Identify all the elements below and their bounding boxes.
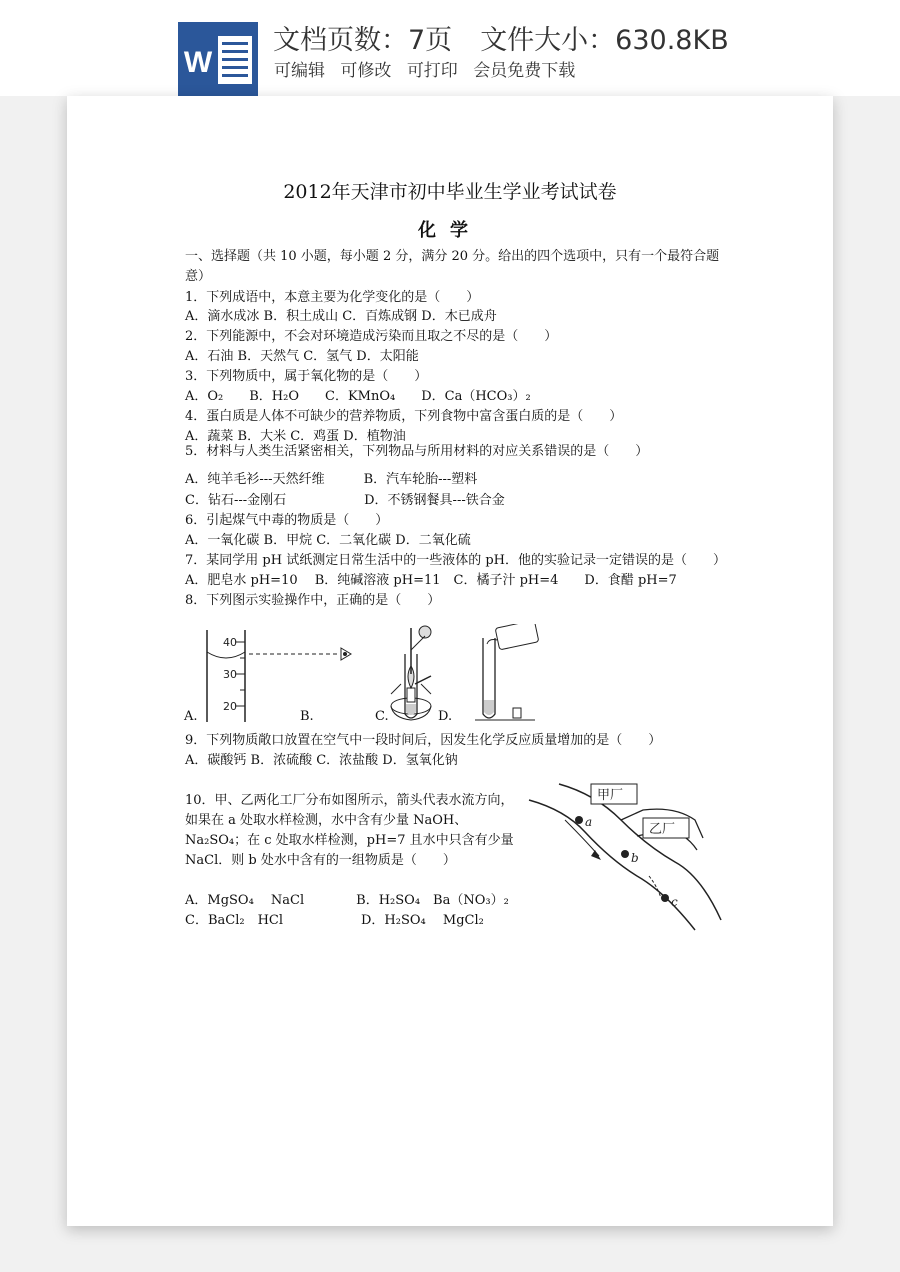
question-7-options: A．肥皂水 pH=10 B．纯碱溶液 pH=11 C．橘子汁 pH=4 D．食醋 pH=7 <box>185 573 677 588</box>
word-icon-letter: W <box>183 46 213 79</box>
question-6: 6．引起煤气中毒的物质是（ ） <box>185 513 389 528</box>
q8-option-c: C. <box>375 709 389 724</box>
question-10-line4: NaCl．则 b 处水中含有的一组物质是（ ） <box>185 853 456 868</box>
test-tube-dropper-figure <box>405 626 431 718</box>
question-5-options-cd: C．钻石---金刚石 D．不锈钢餐具---铁合金 <box>185 493 505 508</box>
word-document-icon <box>178 22 258 96</box>
exam-subject: 化学 <box>418 220 482 241</box>
feature-list <box>274 56 585 81</box>
graduated-cylinder-figure <box>207 630 351 722</box>
point-b-label: b <box>631 851 639 865</box>
question-2-options: A．石油 B．天然气 C．氢气 D．太阳能 <box>185 349 419 364</box>
question-8: 8．下列图示实验操作中，正确的是（ ） <box>185 593 441 608</box>
question-7: 7．某同学用 pH 试纸测定日常生活中的一些液体的 pH．他的实验记录一定错误的是（ ） <box>185 553 726 568</box>
header-banner <box>0 0 900 96</box>
question-4-options: A．蔬菜 B．大米 C．鸡蛋 D．植物油 <box>185 429 406 444</box>
file-size: 文件大小：630.8KB <box>480 25 729 56</box>
factory-jia-label: 甲厂 <box>597 788 624 803</box>
feature-printable: 可打印 <box>406 61 458 81</box>
question-9: 9．下列物质敞口放置在空气中一段时间后，因发生化学反应质量增加的是（ ） <box>185 733 662 748</box>
point-a-label: a <box>585 815 593 829</box>
question-3-options: A．O₂ B．H₂O C．KMnO₄ D．Ca（HCO₃）₂ <box>185 389 531 404</box>
question-10-line3: Na₂SO₄；在 c 处取水样检测，pH=7 且水中只含有少量 <box>185 833 514 848</box>
question-1-options: A．滴水成冰 B．积土成山 C．百炼成钢 D．木已成舟 <box>185 309 497 324</box>
exam-content <box>67 96 833 1226</box>
question-10-line2: 如果在 a 处取水样检测，水中含有少量 NaOH、 <box>185 813 468 828</box>
section-heading-cont: 意） <box>185 269 212 284</box>
document-page <box>67 96 833 1226</box>
section-heading: 一、选择题（共 10 小题，每小题 2 分，满分 20 分。给出的四个选项中，只有一个最符合题 <box>185 249 720 264</box>
question-3: 3．下列物质中，属于氧化物的是（ ） <box>185 369 428 384</box>
cylinder-tick-30: 30 <box>223 668 237 681</box>
q8-option-b: B. <box>300 709 314 724</box>
pouring-liquid-figure <box>475 624 539 720</box>
factory-yi-label: 乙厂 <box>649 822 676 837</box>
feature-modifiable: 可修改 <box>340 61 392 81</box>
question-9-options: A．碳酸钙 B．浓硫酸 C．浓盐酸 D．氢氧化钠 <box>185 753 458 768</box>
question-5: 5．材料与人类生活紧密相关，下列物品与所用材料的对应关系错误的是（ ） <box>185 444 649 459</box>
river-factory-figure <box>525 780 725 936</box>
document-meta <box>273 18 729 57</box>
question-8-figures-right <box>385 624 545 728</box>
question-5-options-ab: A．纯羊毛衫---天然纤维 B．汽车轮胎---塑料 <box>185 472 478 487</box>
question-10: 10．甲、乙两化工厂分布如图所示，箭头代表水流方向， <box>185 793 514 808</box>
question-2: 2．下列能源中，不会对环境造成污染而且取之不尽的是（ ） <box>185 329 558 344</box>
q8-option-d: D. <box>438 709 453 724</box>
point-c-marker <box>661 894 669 902</box>
q8-option-a: A. <box>184 709 198 724</box>
feature-editable: 可编辑 <box>274 61 325 81</box>
question-1: 1．下列成语中，本意主要为化学变化的是（ ） <box>185 290 480 305</box>
exam-title: 2012年天津市初中毕业生学业考试试卷 <box>283 181 617 203</box>
question-4: 4．蛋白质是人体不可缺少的营养物质，下列食物中富含蛋白质的是（ ） <box>185 409 623 424</box>
page-count: 文档页数：7页 <box>273 25 453 56</box>
cylinder-tick-40: 40 <box>223 636 237 649</box>
question-6-options: A．一氧化碳 B．甲烷 C．二氧化碳 D．二氧化硫 <box>185 533 471 548</box>
question-10-options-ab: A．MgSO₄ NaCl B．H₂SO₄ Ba（NO₃）₂ <box>185 893 509 908</box>
point-a-marker <box>575 816 583 824</box>
question-10-options-cd: C．BaCl₂ HCl D．H₂SO₄ MgCl₂ <box>185 913 484 928</box>
feature-member-download: 会员免费下载 <box>473 61 576 81</box>
cylinder-tick-20: 20 <box>223 700 237 713</box>
point-b-marker <box>621 850 629 858</box>
point-c-label: c <box>671 895 678 909</box>
